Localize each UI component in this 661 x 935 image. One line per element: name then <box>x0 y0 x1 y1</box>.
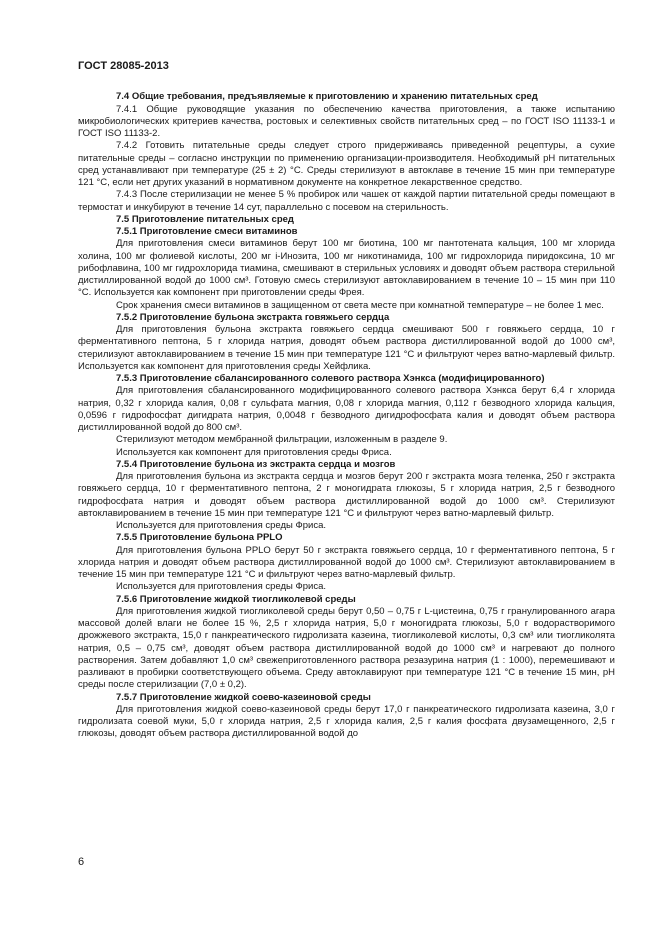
paragraph: 7.4.1 Общие руководящие указания по обеспечению качества приготовления, а также испытанию микробиологических критериев качества, ростовых и селективных свойств питательных сред – по ГОСТ ISO 11133-1 и ГОСТ ISO 11133-2. <box>78 103 615 139</box>
paragraph: Стерилизуют методом мембранной фильтрации, изложенным в разделе 9. <box>116 434 448 446</box>
paragraph: Для приготовления сбалансированного модифицированного солевого раствора Хэнкса берут 6,4 г хлорида натрия, 0,32 г хлорида калия, 0,08 г сульфата магния, 0,08 г хлорида магния, 0,112 г безводного хлорида кальция, 0,0596 г гидрофосфат дигидрата натрия, 0,0048 г безводного дигидрофосфата калия и доводят объем раствора дистиллированной водой до 800 см³. <box>78 385 615 433</box>
paragraph: Для приготовления жидкой тиогликолевой среды берут 0,50 – 0,75 г L-цистеина, 0,75 г гранулированного агара массовой долей влаги не более 15 %, 2,5 г хлорида натрия, 5,0 г моногидрата глюкозы, 5,0 г водорастворимого дрожжевого экстракта, 15,0 г панкреатического гидролизата казеина, тиогликолевой кислоты, 0,3 см³ или тиогликолята натрия, 0,5 – 0,75 см³, доводят объем раствора дистиллированной водой до 1000 см³ и нагревают до полного растворения. Затем добавляют 1,0 см³ свежеприготовленного раствора резазурина натрия (1 : 1000), перемешивают и разливают в пробирки соответствующего объема. Среду автоклавируют при температуре 121 °С в течение 15 мин, рН среды после стерилизации (7,0 ± 0,2). <box>78 605 615 691</box>
document-code: ГОСТ 28085-2013 <box>78 60 169 72</box>
paragraph: Используется как компонент для приготовления среды Фриса. <box>116 446 392 458</box>
section-heading: 7.5.6 Приготовление жидкой тиогликолевой среды <box>116 593 356 605</box>
section-heading: 7.5.1 Приготовление смеси витаминов <box>116 226 298 237</box>
paragraph: Для приготовления бульона экстракта говяжьего сердца смешивают 500 г говяжьего сердца, 10 г ферментативного пептона, 5 г хлорида натрия, доводят объем раствора дистиллированной водой до 1000 см³, стерилизуют автоклавированием в течение 15 мин при температуре 121 °С и фильтруют через ватно-марлевый фильтр. Используется как компонент для приготовления среды Хейфлика. <box>78 324 615 372</box>
section-heading: 7.4 Общие требования, предъявляемые к приготовлению и хранению питательных сред <box>116 91 538 103</box>
paragraph: Срок хранения смеси витаминов в защищенном от света месте при комнатной температуре – не более 1 мес. <box>116 299 604 311</box>
paragraph: Используется для приготовления среды Фриса. <box>116 581 326 593</box>
section-heading: 7.5.7 Приготовление жидкой соево-казеиновой среды <box>116 691 371 703</box>
section-heading: 7.5.3 Приготовление сбалансированного солевого раствора Хэнкса (модифицированного) <box>116 373 545 384</box>
section-heading: 7.5.4 Приготовление бульона из экстракта сердца и мозгов <box>116 458 396 470</box>
section-heading: 7.5.5 Приготовление бульона PPLO <box>116 532 283 544</box>
document-body <box>78 91 615 740</box>
paragraph: 7.4.3 После стерилизации не менее 5 % пробирок или чашек от каждой партии питательной среды помещают в термостат и инкубируют в течение 14 сут, параллельно с посевом на стерильность. <box>78 189 615 213</box>
section-heading: 7.5 Приготовление питательных сред <box>116 213 294 225</box>
section-heading: 7.5.2 Приготовление бульона экстракта говяжьего сердца <box>116 311 390 323</box>
page-number: 6 <box>78 856 85 868</box>
paragraph: Для приготовления смеси витаминов берут 100 мг биотина, 100 мг пантотената кальция, 100 мг хлорида холина, 100 мг фолиевой кислоты, 200 мг i-Инозита, 100 мг никотинамида, 100 мг гидрохлорида пиридоксина, 10 мг рибофлавина, 100 мг гидрохлорида тиамина, смешивают в стерильных условиях и доводят объем раствора стерильной дистиллированной водой до 1000 см³. Готовую смесь стерилизуют автоклавированием в течение 10 – 15 мин при 110 °С. Используется как компонент при приготовлении среды Фрея. <box>78 238 615 299</box>
paragraph: Используется для приготовления среды Фриса. <box>116 520 326 531</box>
paragraph: Для приготовления бульона из экстракта сердца и мозгов берут 200 г экстракта мозга теленка, 250 г экстракта говяжьего сердца, 10 г ферментативного пептона, 2 г моногидрата глюкозы, 5 г хлорида натрия, 2,5 г безводного гидрофосфата натрия и доводят объем раствора дистиллированной водой до 1000 см³. Стерилизуют автоклавированием в течение 15 мин при температуре 121 °С и фильтруют через ватно-марлевый фильтр. <box>78 471 615 519</box>
paragraph: Для приготовления бульона PPLO берут 50 г экстракта говяжьего сердца, 10 г ферментативного пептона, 5 г хлорида натрия и доводят объем раствора дистиллированной водой до 1000 см³. Стерилизуют автоклавированием в течение 15 мин при температуре 121 °С и фильтруют через ватно-марлевый фильтр. <box>78 544 615 580</box>
paragraph: Для приготовления жидкой соево-казеиновой среды берут 17,0 г панкреатического гидролизата казеина, 3,0 г гидролизата соевой муки, 5,0 г хлорида натрия, 2,5 г хлорида калия, 2,5 г калия фосфата двузамещенного, 2,5 г глюкозы, доводят объем раствора дистиллированной водой до <box>78 703 615 740</box>
paragraph: 7.4.2 Готовить питательные среды следует строго придерживаясь приведенной рецептуры, а сухие питательные среды – согласно инструкции по применению организации-производителя. Необходимый рН питательных сред устанавливают при температуре (25 ± 2) °С. Среды стерилизуют в автоклаве в течение 15 мин при температуре 121 °С, если нет других указаний в нормативном документе на конкретное лекарственное средство. <box>78 140 615 188</box>
